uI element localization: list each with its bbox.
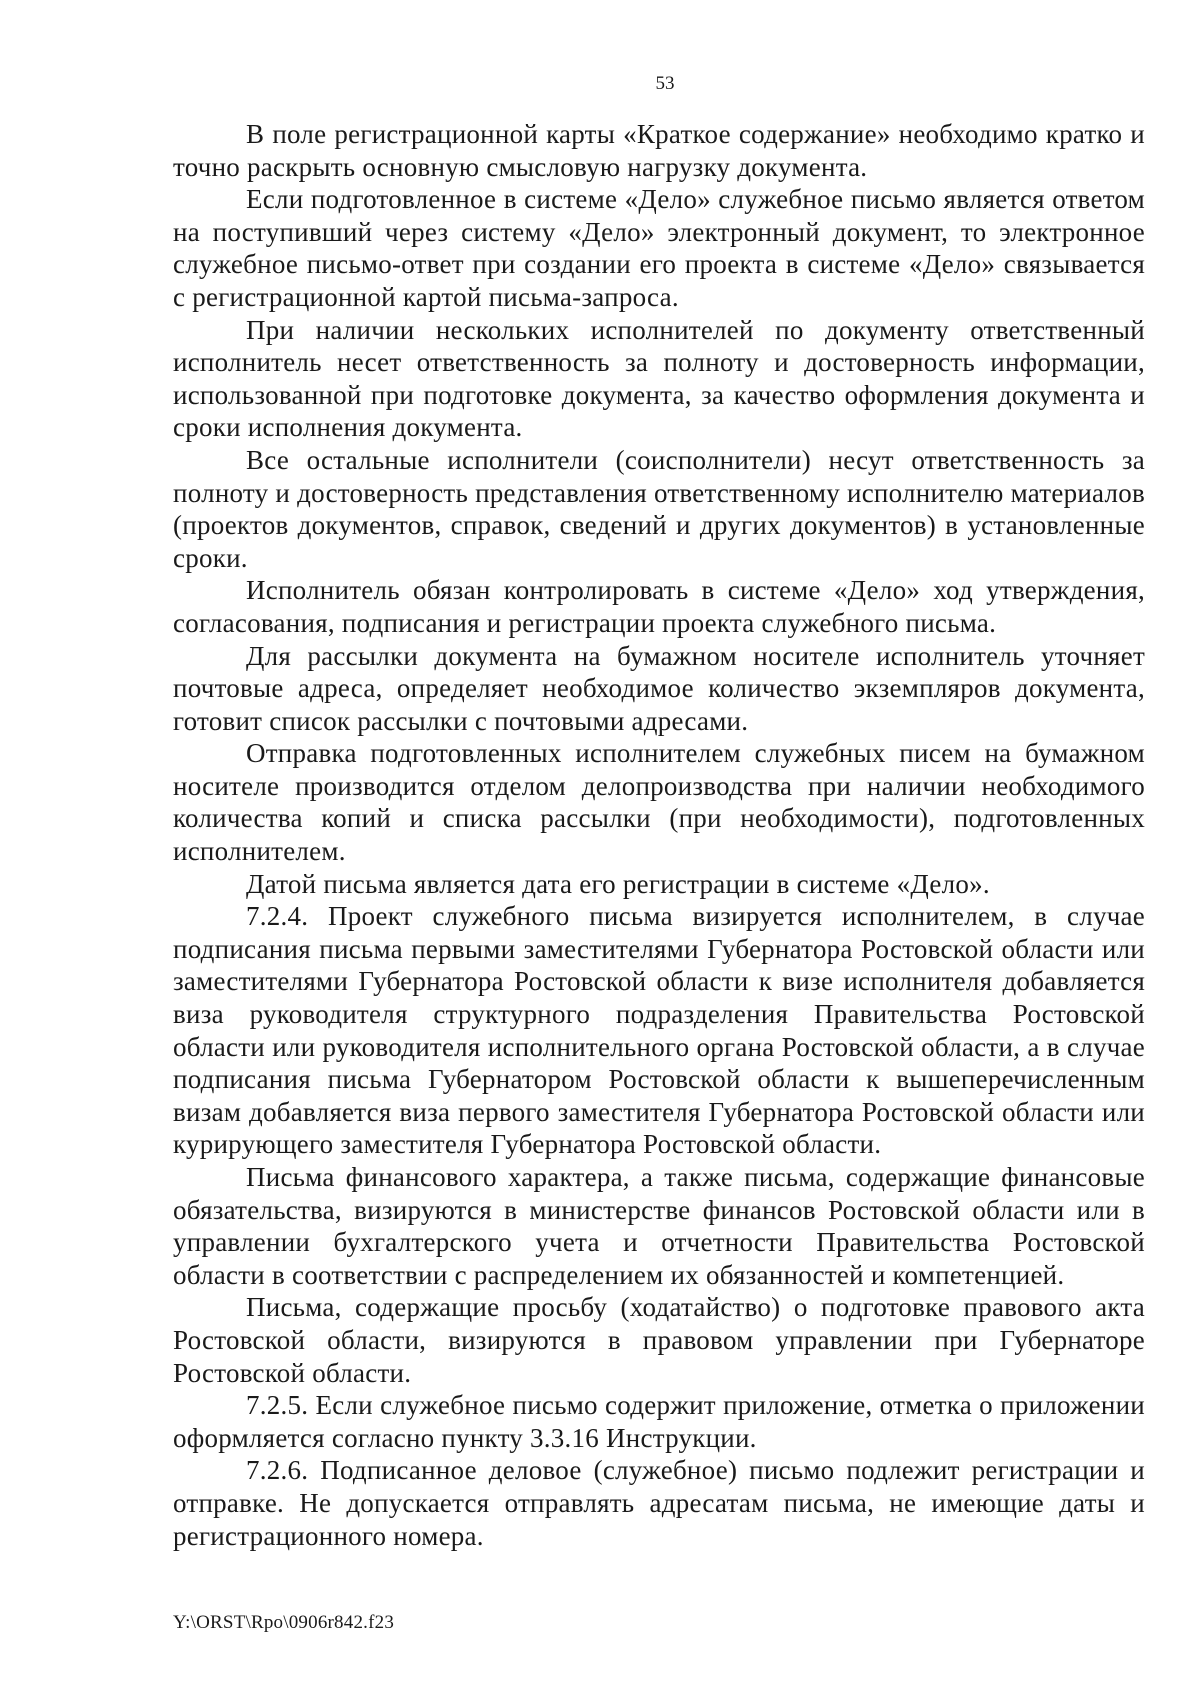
- paragraph-financial-letters: Письма финансового характера, а также письма, содержащие финансовые обязательства, визируются в министерстве финансов Ростовской области или в управлении бухгалтерского учета и отчетности Правительства Ростовской области в соответствии с распределением их обязанностей и компетенцией.: [173, 1162, 1145, 1290]
- paragraph-legal-act-request: Письма, содержащие просьбу (ходатайство) о подготовке правового акта Ростовской области, визируются в правовом управлении при Губернаторе Ростовской области.: [173, 1292, 1145, 1388]
- paragraph-mailing-list: Для рассылки документа на бумажном носителе исполнитель уточняет почтовые адреса, определяет необходимое количество экземпляров документа, готовит список рассылки с почтовыми адресами.: [173, 640, 1145, 736]
- paragraph-brief-content: В поле регистрационной карты «Краткое содержание» необходимо кратко и точно раскрыть основную смысловую нагрузку документа.: [173, 119, 1145, 182]
- paragraph-7-2-6: 7.2.6. Подписанное деловое (служебное) письмо подлежит регистрации и отправке. Не допускается отправлять адресатам письма, не имеющие даты и регистрационного номера.: [173, 1455, 1145, 1551]
- paragraph-executor-control: Исполнитель обязан контролировать в системе «Дело» ход утверждения, согласования, подписания и регистрации проекта служебного письма.: [173, 575, 1145, 638]
- paragraph-paper-dispatch: Отправка подготовленных исполнителем служебных писем на бумажном носителе производится отделом делопроизводства при наличии необходимого количества копий и списка рассылки (при необходимости), подготовленных исполнителем.: [173, 738, 1145, 867]
- paragraph-letter-date: Датой письма является дата его регистрации в системе «Дело».: [246, 868, 990, 899]
- document-body: [173, 118, 1145, 1552]
- paragraph-7-2-5: 7.2.5. Если служебное письмо содержит приложение, отметка о приложении оформляется согласно пункту 3.3.16 Инструкции.: [173, 1390, 1145, 1453]
- paragraph-co-executors: Все остальные исполнители (соисполнители) несут ответственность за полноту и достоверность представления ответственному исполнителю материалов (проектов документов, справок, сведений и других документов) в установленные сроки.: [173, 444, 1145, 573]
- paragraph-7-2-4: 7.2.4. Проект служебного письма визируется исполнителем, в случае подписания письма первыми заместителями Губернатора Ростовской области или заместителями Губернатора Ростовской области к визе исполнителя добавляется виза руководителя структурного подразделения Правительства Ростовской области или руководителя исполнительного органа Ростовской области, а в случае подписания письма Губернатором Ростовской области к вышеперечисленным визам добавляется виза первого заместителя Губернатора Ростовской области или курирующего заместителя Губернатора Ростовской области.: [173, 901, 1145, 1160]
- paragraph-reply-linking: Если подготовленное в системе «Дело» служебное письмо является ответом на поступивший через систему «Дело» электронный документ, то электронное служебное письмо-ответ при создании его проекта в системе «Дело» связывается с регистрационной картой письма-запроса.: [173, 184, 1145, 312]
- footer-file-path: Y:\ORST\Rpo\0906r842.f23: [173, 1612, 395, 1633]
- page-number: 53: [655, 73, 675, 94]
- paragraph-responsible-executor: При наличии нескольких исполнителей по документу ответственный исполнитель несет ответственность за полноту и достоверность информации, использованной при подготовке документа, за качество оформления документа и сроки исполнения документа.: [173, 314, 1145, 443]
